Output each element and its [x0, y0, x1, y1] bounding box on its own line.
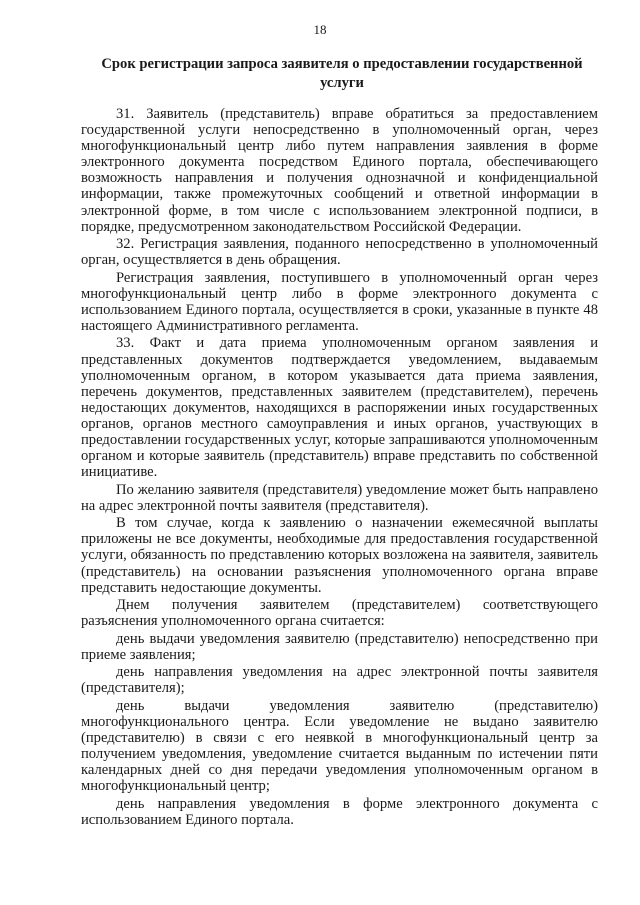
paragraph-31: 31. Заявитель (представитель) вправе обратиться за предоставлением государственной услуги непосредственно в уполномоченный орган, через многофункциональный центр либо путем направления заявления в форме электронного документа посредством Единого портала, обеспечивающего возможность направления и получения однозначной и конфиденциальной информации, также промежуточных сообщений и ответной информации в электронной форме, в том числе с использованием электронной подписи, в порядке, предусмотренном законодательством Российской Федерации. — [81, 106, 598, 235]
list-item-direct-issue: день выдачи уведомления заявителю (представителю) непосредственно при приеме заявления; — [81, 630, 598, 663]
paragraph-33: 33. Факт и дата приема уполномоченным органом заявления и представленных документов подтверждается уведомлением, выдаваемым уполномоченным органом, в котором указывается дата приема заявления, перечень документов, представленных заявителем (представителем), перечень недостающих документов, находящихся в распоряжении иных государственных органов, органов местного самоуправления и иных органов, участвующих в предоставлении государственных услуг, которые запрашиваются уполномоченным органом и которые заявитель (представитель) вправе представить по собственной инициативе. — [81, 335, 598, 481]
paragraph-receipt-date: Днем получения заявителем (представителем) соответствующего разъяснения уполномоченного органа считается: — [81, 597, 598, 630]
list-item-portal-sending: день направления уведомления в форме электронного документа с использованием Единого портала. — [81, 795, 598, 828]
list-item-mfc-issue: день выдачи уведомления заявителю (представителю) многофункционального центра. Если уведомление не выдано заявителю (представителю) в связи с его неявкой в многофункциональный центр за получением уведомления, уведомление считается выданным по истечении пяти календарных дней со дня передачи уведомления уполномоченным органом в многофункциональный центр; — [81, 697, 598, 795]
page-number: 18 — [313, 22, 327, 37]
paragraph-missing-documents: В том случае, когда к заявлению о назначении ежемесячной выплаты приложены не все документы, необходимые для предоставления государственной услуги, обязанность по представлению которых возложена на заявителя, заявитель (представитель) на основании разъяснения уполномоченного органа вправе представить недостающие документы. — [81, 515, 598, 596]
paragraph-registration-terms: Регистрация заявления, поступившего в уполномоченный орган через многофункциональный центр либо в форме электронного документа с использованием Единого портала, осуществляется в сроки, указанные в пункте 48 настоящего Административного регламента. — [81, 269, 598, 334]
paragraph-32: 32. Регистрация заявления, поданного непосредственно в уполномоченный орган, осуществляется в день обращения. — [81, 236, 598, 269]
list-item-email-sending: день направления уведомления на адрес электронной почты заявителя (представителя); — [81, 664, 598, 697]
document-body — [81, 106, 598, 829]
paragraph-email-notice: По желанию заявителя (представителя) уведомление может быть направлено на адрес электронной почты заявителя (представителя). — [81, 481, 598, 514]
section-heading: Срок регистрации запроса заявителя о предоставлении государственной услуги — [101, 56, 583, 91]
